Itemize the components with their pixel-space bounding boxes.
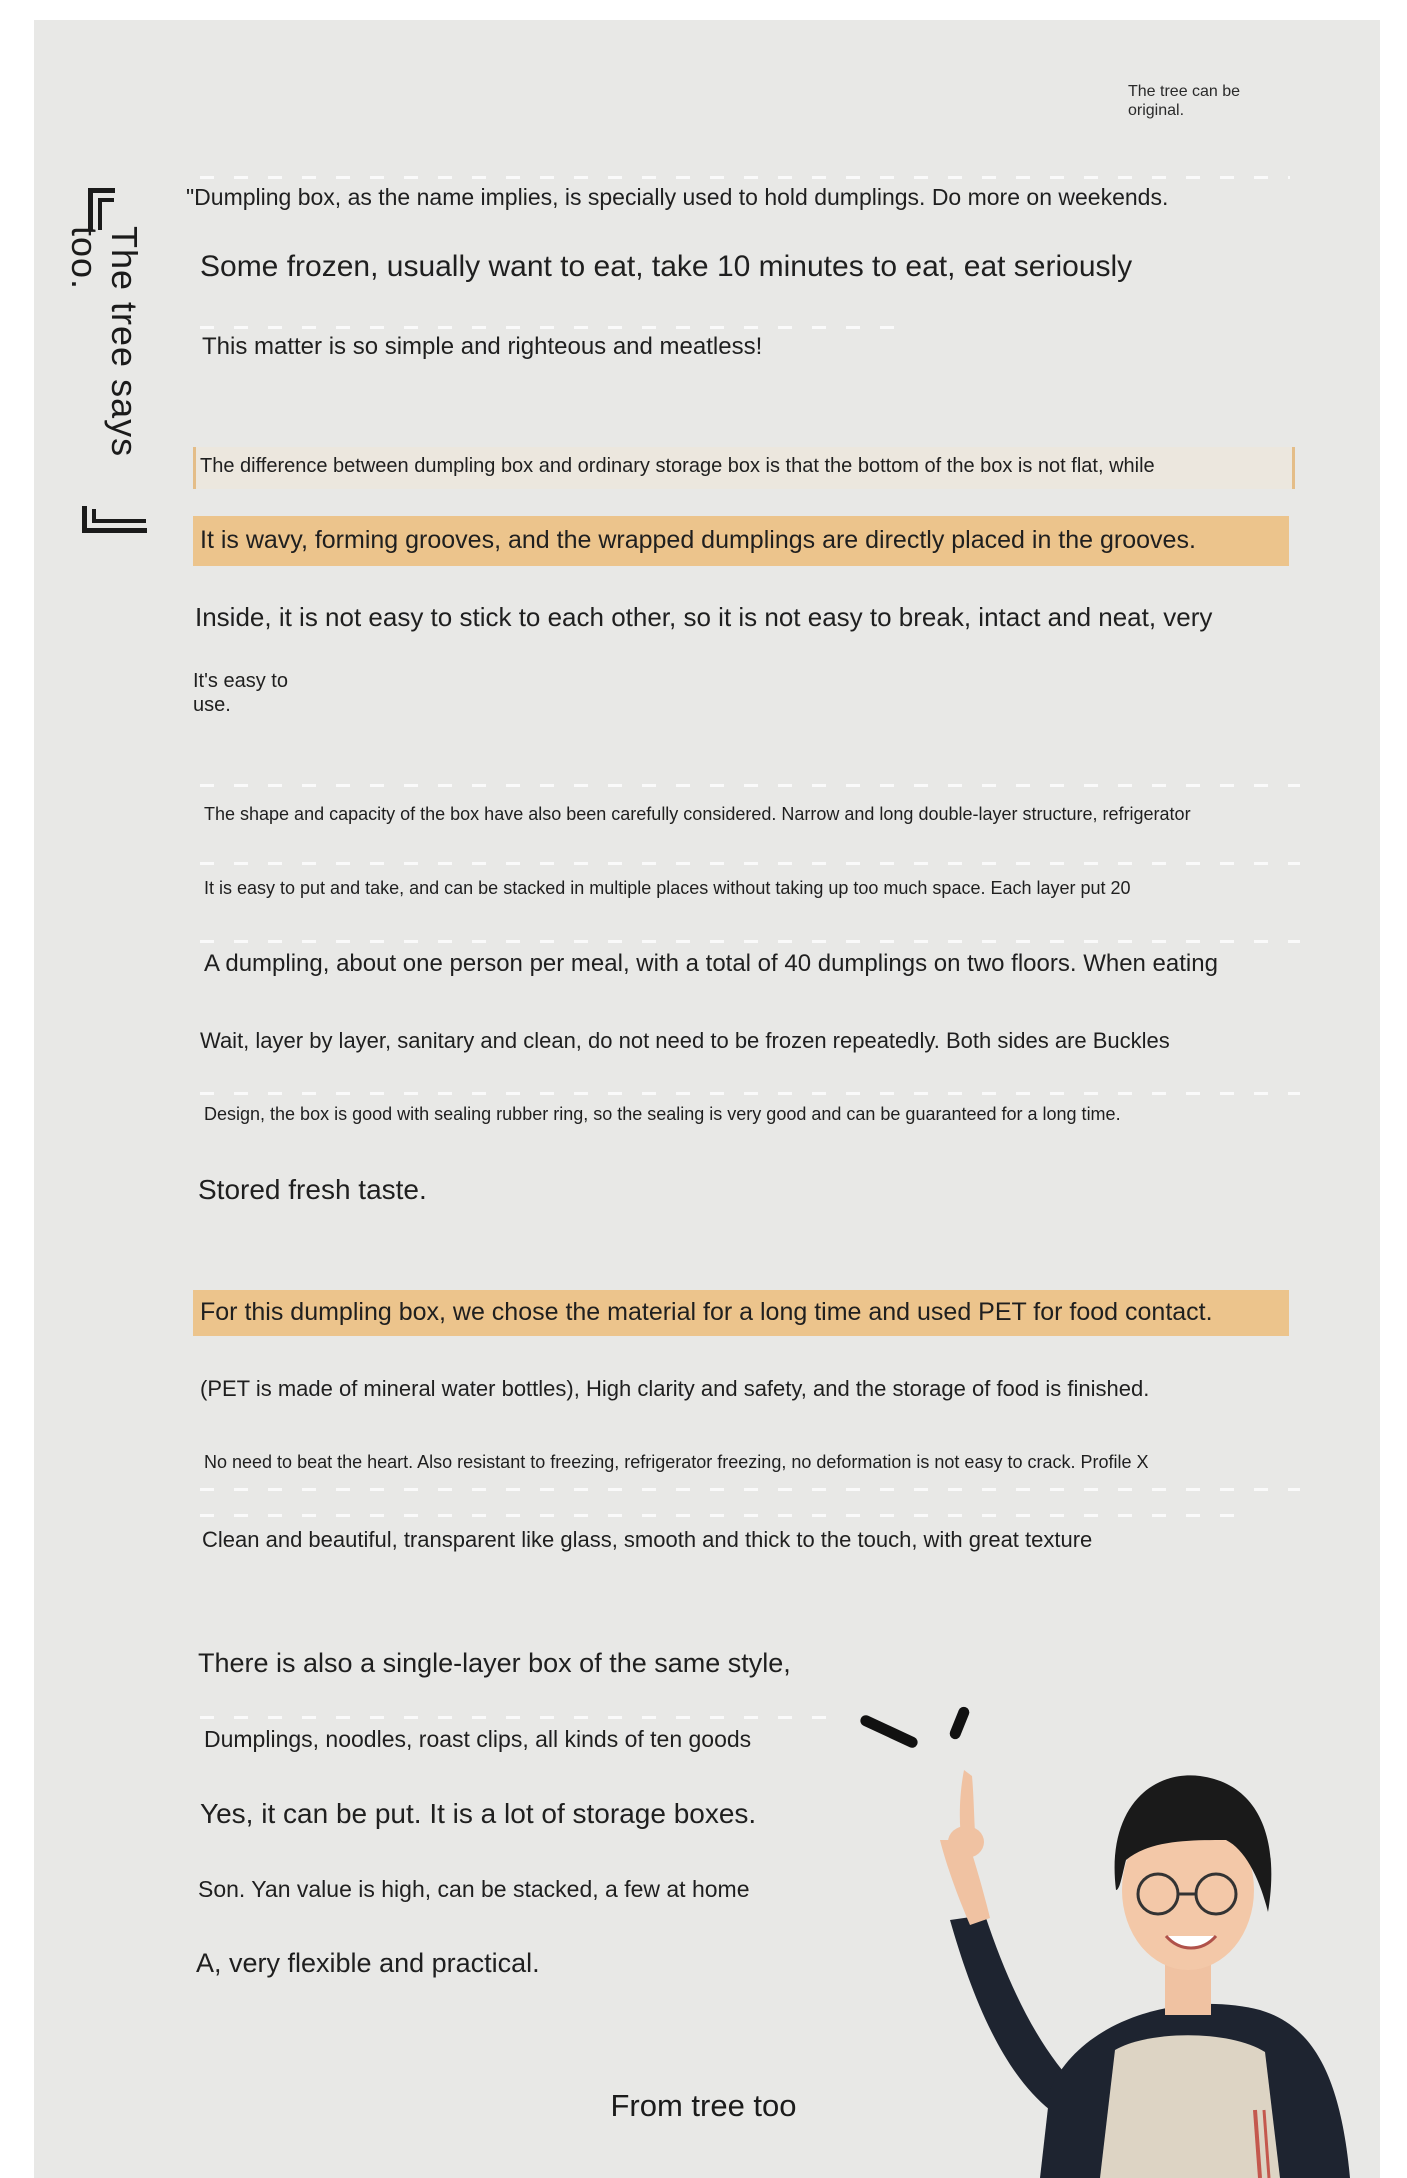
close-bracket-icon <box>82 506 147 533</box>
paragraph-line: "Dumpling box, as the name implies, is specially used to hold dumplings. Do more on weekends. <box>186 184 1169 210</box>
paragraph-line: It is easy to put and take, and can be stacked in multiple places without taking up too much space. Each layer put 20 <box>204 878 1131 898</box>
ghost-text-stroke <box>200 862 1300 865</box>
paragraph-line: Design, the box is good with sealing rubber ring, so the sealing is very good and can be guaranteed for a long time. <box>204 1104 1121 1124</box>
paragraph-line: It's easy to <box>193 670 288 692</box>
paragraph-line: No need to beat the heart. Also resistant to freezing, refrigerator freezing, no deformation is not easy to crack. Profile X <box>204 1452 1149 1472</box>
paragraph-line: Inside, it is not easy to stick to each other, so it is not easy to break, intact and neat, very <box>195 602 1213 632</box>
paragraph-line: (PET is made of mineral water bottles), High clarity and safety, and the storage of food is finished. <box>200 1376 1150 1401</box>
ghost-text-stroke <box>200 326 900 329</box>
paragraph-line: For this dumpling box, we chose the material for a long time and used PET for food contact. <box>200 1298 1213 1326</box>
paragraph-line: The shape and capacity of the box have also been carefully considered. Narrow and long double-layer structure, refrigerator <box>204 804 1191 824</box>
ghost-text-stroke <box>200 1092 1300 1095</box>
ghost-text-stroke <box>200 784 1300 787</box>
ghost-text-stroke <box>200 1514 1240 1517</box>
ghost-text-stroke <box>200 940 1300 943</box>
paragraph-line: Wait, layer by layer, sanitary and clean, do not need to be frozen repeatedly. Both sides are Buckles <box>200 1028 1170 1053</box>
paragraph-line: A, very flexible and practical. <box>196 1948 540 1978</box>
paragraph-line: It is wavy, forming grooves, and the wrapped dumplings are directly placed in the grooves. <box>200 526 1196 554</box>
footer-signature: From tree too <box>610 2088 797 2123</box>
side-title: The tree says too. <box>64 226 145 458</box>
paragraph-line: Clean and beautiful, transparent like glass, smooth and thick to the touch, with great texture <box>202 1527 1093 1552</box>
open-bracket-icon <box>88 188 115 231</box>
paragraph-line: Yes, it can be put. It is a lot of storage boxes. <box>200 1798 757 1829</box>
paragraph-line: Some frozen, usually want to eat, take 10 minutes to eat, eat seriously <box>200 250 1133 283</box>
paragraph-line: The difference between dumpling box and ordinary storage box is that the bottom of the box is not flat, while <box>200 455 1155 477</box>
corner-note: The tree can be original. <box>1128 83 1241 119</box>
ghost-text-stroke <box>200 176 1290 179</box>
paragraph-line: use. <box>193 694 231 716</box>
paragraph-line: A dumpling, about one person per meal, with a total of 40 dumplings on two floors. When eating <box>204 950 1218 977</box>
paragraph-line: This matter is so simple and righteous and meatless! <box>202 333 763 360</box>
ghost-text-stroke <box>200 1716 830 1719</box>
paragraph-line: Son. Yan value is high, can be stacked, a few at home <box>198 1876 750 1902</box>
ghost-text-stroke <box>200 1488 1300 1491</box>
person-photo <box>930 1690 1350 2178</box>
paragraph-line: Stored fresh taste. <box>198 1174 427 1205</box>
paragraph-line: There is also a single-layer box of the same style, <box>198 1648 791 1678</box>
paragraph-line: Dumplings, noodles, roast clips, all kinds of ten goods <box>204 1726 752 1752</box>
